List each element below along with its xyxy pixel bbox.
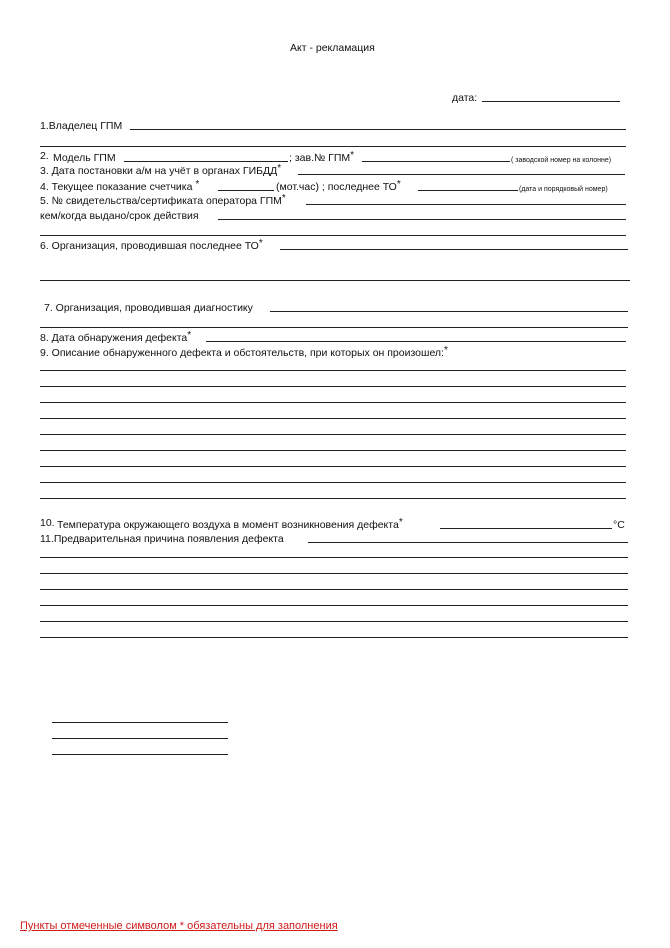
cause-label: 11.Предварительная причина появления дефекта: [40, 533, 284, 545]
document-title: Акт - рекламация: [290, 42, 375, 54]
defect-date-label: 8. Дата обнаружения дефекта*: [40, 330, 192, 344]
signature-line[interactable]: [52, 738, 228, 739]
serial-field[interactable]: [362, 161, 510, 162]
issued-label: кем/когда выдано/срок действия: [40, 210, 199, 222]
org-diagnostics-extra-line: [40, 327, 628, 328]
defect-description-line[interactable]: [40, 370, 626, 371]
temperature-field[interactable]: [440, 528, 612, 529]
defect-description-line[interactable]: [40, 466, 626, 467]
cause-line[interactable]: [40, 621, 628, 622]
date-field[interactable]: [482, 101, 620, 102]
defect-description-line[interactable]: [40, 450, 626, 451]
cause-field[interactable]: [308, 542, 628, 543]
defect-description-label: 9. Описание обнаруженного дефекта и обстоятельств, при которых он произошел:*: [40, 345, 448, 359]
defect-description-line[interactable]: [40, 402, 626, 403]
cause-line[interactable]: [40, 589, 628, 590]
signature-line[interactable]: [52, 722, 228, 723]
issued-extra-line: [40, 235, 626, 236]
last-service-field[interactable]: [418, 190, 518, 191]
signature-line[interactable]: [52, 754, 228, 755]
defect-description-line[interactable]: [40, 498, 626, 499]
cause-line[interactable]: [40, 573, 628, 574]
cause-line[interactable]: [40, 557, 628, 558]
cause-line[interactable]: [40, 605, 628, 606]
counter-unit: (мот.час) ; последнее ТО*: [276, 179, 401, 193]
org-service-extra-line: [40, 280, 630, 281]
org-service-field[interactable]: [280, 249, 628, 250]
required-fields-note: Пункты отмеченные символом * обязательны для заполнения: [20, 920, 338, 932]
owner-label: 1.Владелец ГПМ: [40, 120, 123, 132]
org-diagnostics-field[interactable]: [270, 311, 628, 312]
certificate-label: 5. № свидетельства/сертификата оператора ГПМ*: [40, 193, 286, 207]
model-field[interactable]: [124, 161, 288, 162]
defect-description-line[interactable]: [40, 482, 626, 483]
serial-note: ( заводской номер на колонне): [511, 157, 612, 164]
issued-field[interactable]: [218, 219, 626, 220]
temperature-unit: °C: [613, 519, 625, 531]
date-label: дата:: [452, 92, 478, 104]
defect-description-line[interactable]: [40, 434, 626, 435]
defect-description-line[interactable]: [40, 386, 626, 387]
model-label: Модель ГПМ: [53, 152, 116, 164]
registration-field[interactable]: [298, 174, 625, 175]
org-service-label: 6. Организация, проводившая последнее ТО*: [40, 238, 263, 252]
org-diagnostics-label: 7. Организация, проводившая диагностику: [44, 302, 253, 314]
model-number: 2.: [40, 150, 49, 162]
owner-field[interactable]: [130, 129, 626, 130]
defect-date-field[interactable]: [206, 341, 626, 342]
temperature-number: 10.: [40, 517, 55, 529]
serial-label: ; зав.№ ГПМ*: [289, 150, 355, 164]
counter-field[interactable]: [218, 190, 274, 191]
certificate-field[interactable]: [306, 204, 626, 205]
cause-line[interactable]: [40, 637, 628, 638]
defect-description-line[interactable]: [40, 418, 626, 419]
temperature-label: Температура окружающего воздуха в момент возникновения дефекта*: [57, 517, 403, 531]
owner-extra-line: [40, 146, 626, 147]
counter-note: (дата и порядковый номер): [519, 186, 608, 193]
counter-label: 4. Текущее показание счетчика *: [40, 179, 200, 193]
registration-label: 3. Дата постановки а/м на учёт в органах ГИБДД*: [40, 163, 282, 177]
